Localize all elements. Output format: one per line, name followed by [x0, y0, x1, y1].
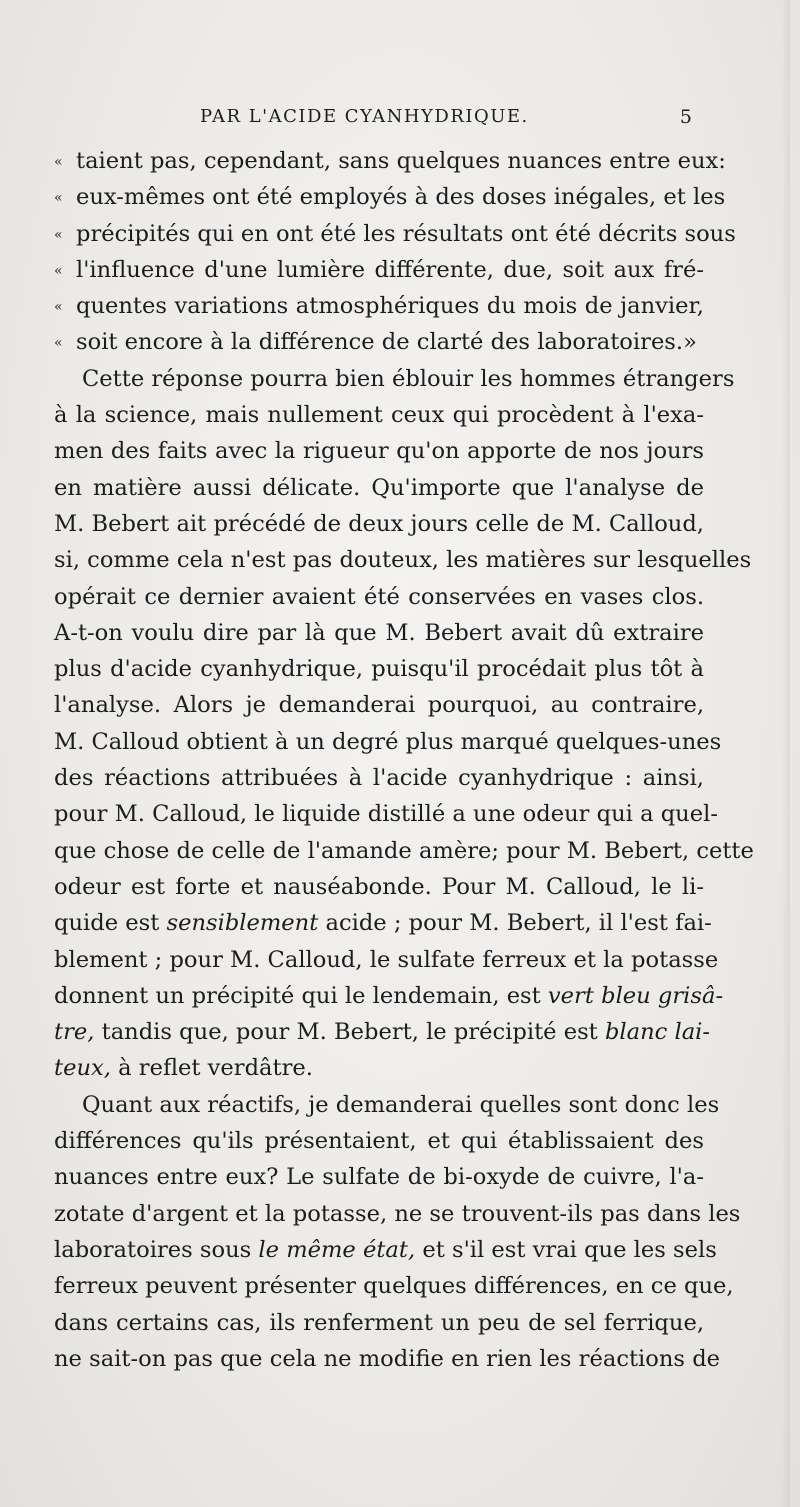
quote-line-text: eux-mêmes ont été employés à des doses inégales, et les [76, 184, 726, 211]
text-line [54, 1232, 717, 1268]
quote-line [54, 216, 736, 252]
quote-line-text: l'influence d'une lumière différente, due, soit aux fré- [76, 256, 704, 283]
text-line: A-t-on voulu dire par là que M. Bebert avait dû extraire [54, 619, 704, 646]
text-line: Quant aux réactifs, je demanderai quelles sont donc les [82, 1091, 720, 1118]
text-run: à reflet verdâtre. [110, 1055, 313, 1082]
text-line: opérait ce dernier avaient été conservées en vases clos. [54, 583, 704, 610]
quote-line [54, 179, 726, 215]
text-line: en matière aussi délicate. Qu'importe que l'analyse de [54, 474, 704, 501]
quote-mark: « [54, 190, 63, 207]
paragraph-response [54, 361, 754, 1087]
text-line: ferreux peuvent présenter quelques différences, en ce que, [54, 1273, 734, 1300]
text-run: laboratoires sous [54, 1236, 259, 1263]
text-line: men des faits avec la rigueur qu'on apporte de nos jours [54, 438, 704, 465]
text-run: tandis que, pour M. Bebert, le précipité est [94, 1019, 605, 1046]
quote-line [54, 143, 726, 179]
italic-text-run: tre, [54, 1019, 95, 1046]
text-line: à la science, mais nullement ceux qui procèdent à l'exa- [54, 402, 704, 429]
quote-mark: « [54, 299, 63, 316]
italic-text-run: le même état, [258, 1236, 416, 1263]
quote-line-text: quentes variations atmosphériques du mois de janvier, [76, 293, 704, 320]
text-line: zotate d'argent et la potasse, ne se trouvent-ils pas dans les [54, 1200, 741, 1227]
text-line: blement ; pour M. Calloud, le sulfate ferreux et la potasse [54, 946, 719, 973]
text-line: dans certains cas, ils renferment un peu de sel ferrique, [54, 1309, 704, 1336]
text-run: et s'il est vrai que les sels [415, 1236, 717, 1263]
text-line [54, 1050, 704, 1086]
text-line: pour M. Calloud, le liquide distillé a une odeur qui a quel- [54, 801, 718, 828]
quote-line [54, 288, 704, 324]
running-head: PAR L'ACIDE CYANHYDRIQUE. [200, 106, 529, 127]
text-line: M. Bebert ait précédé de deux jours celle de M. Calloud, [54, 510, 704, 537]
quote-line [54, 252, 704, 288]
text-run: donnent un précipité qui le lendemain, est [54, 982, 548, 1009]
italic-text-run: sensiblement [166, 910, 319, 937]
italic-text-run: teux, [54, 1055, 111, 1082]
text-line: des réactions attribuées à l'acide cyanhydrique : ainsi, [54, 765, 704, 792]
text-run: quide est [54, 910, 167, 937]
text-line: l'analyse. Alors je demanderai pourquoi, au contraire, [54, 692, 704, 719]
text-line: nuances entre eux? Le sulfate de bi-oxyde de cuivre, l'a- [54, 1164, 704, 1191]
page-number: 5 [679, 106, 692, 128]
quote-mark: « [54, 226, 63, 243]
text-line: si, comme cela n'est pas douteux, les matières sur lesquelles [54, 547, 752, 574]
italic-text-run: blanc lai- [604, 1019, 711, 1046]
text-line: Cette réponse pourra bien éblouir les hommes étrangers [82, 365, 735, 392]
quoted-passage [54, 143, 736, 361]
quote-mark: « [54, 262, 63, 279]
text-line: odeur est forte et nauséabonde. Pour M. Calloud, le li- [54, 873, 704, 900]
quote-mark: « [54, 154, 63, 170]
paragraph-reagents [54, 1087, 741, 1377]
text-line: différences qu'ils présentaient, et qui établissaient des [54, 1128, 704, 1155]
page-edge-shadow [782, 0, 790, 1507]
text-line: plus d'acide cyanhydrique, puisqu'il procédait plus tôt à [54, 656, 704, 683]
body-text [54, 143, 754, 1377]
quote-mark: « [54, 335, 63, 352]
text-line: M. Calloud obtient à un degré plus marqué quelques-unes [54, 728, 722, 755]
text-line [54, 978, 724, 1014]
quote-line-text: précipités qui en ont été les résultats ont été décrits sous [76, 220, 736, 247]
page-header [62, 106, 702, 136]
text-line: ne sait-on pas que cela ne modifie en rien les réactions de [54, 1345, 721, 1372]
text-line [54, 905, 712, 941]
text-line: que chose de celle de l'amande amère; pour M. Bebert, cette [54, 837, 754, 864]
quote-line-text: soit encore à la différence de clarté des laboratoires.» [76, 329, 697, 356]
quote-line-text: taient pas, cependant, sans quelques nuances entre eux: [76, 148, 726, 174]
italic-text-run: vert bleu grisâ- [547, 982, 724, 1009]
text-run: acide ; pour M. Bebert, il l'est fai- [318, 910, 712, 937]
text-line [54, 1014, 711, 1050]
quote-line [54, 324, 704, 360]
